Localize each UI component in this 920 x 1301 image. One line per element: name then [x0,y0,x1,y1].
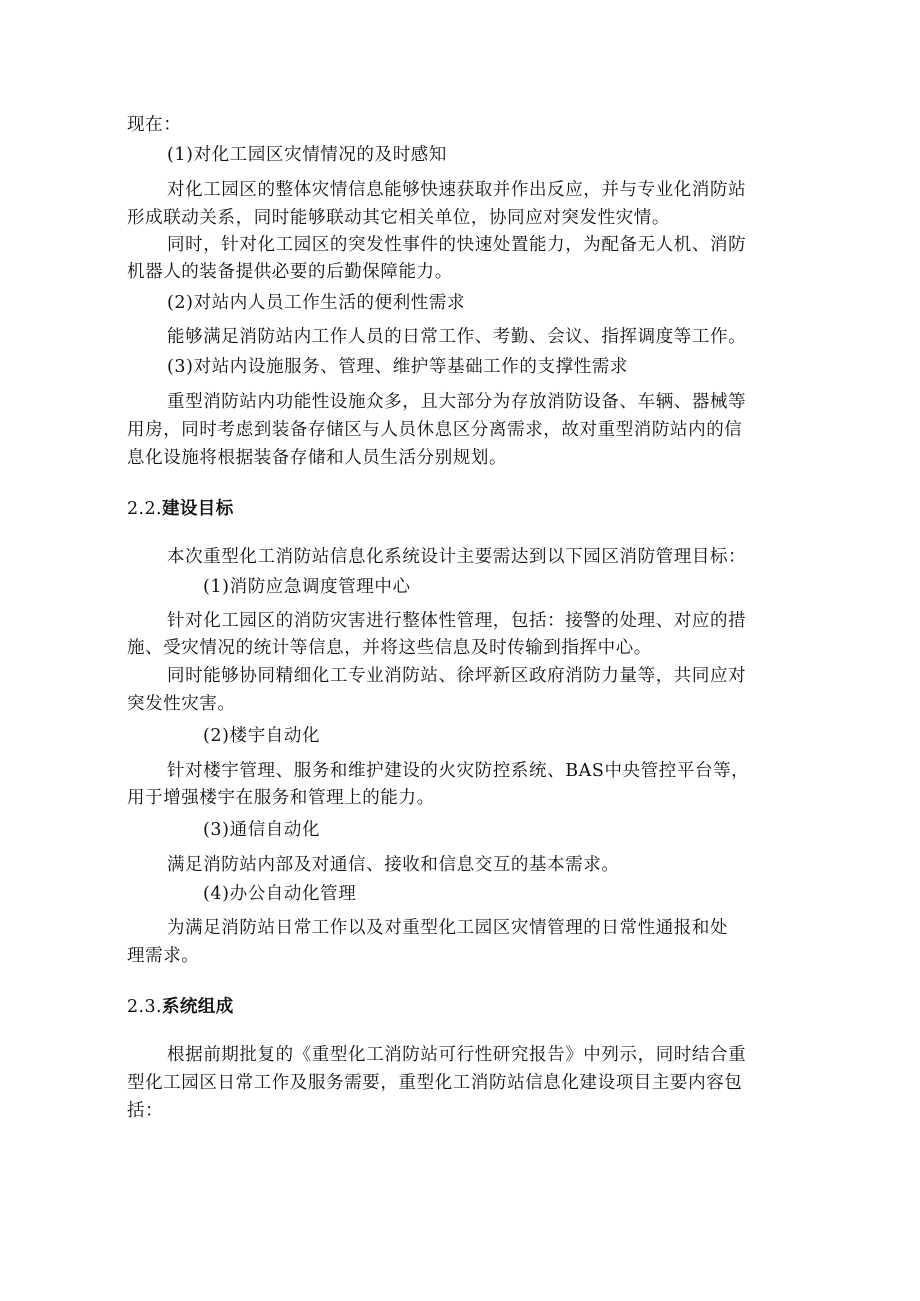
goal-1-paragraph: 突发性灾害。 [127,694,236,714]
need-item-3-paragraph: 息化设施将根据装备存储和人员生活分别规划。 [127,448,508,468]
goal-3-title: (3)通信自动化 [203,820,321,840]
section-heading-2-2 [127,497,234,521]
need-item-3-paragraph: 重型消防站内功能性设施众多，且大部分为存放消防设备、车辆、器械等 [167,392,747,412]
need-item-1-paragraph: 对化工园区的整体灾情信息能够快速获取并作出反应，并与专业化消防站 [167,180,747,200]
need-item-1-paragraph: 同时，针对化工园区的突发性事件的快速处置能力，为配备无人机、消防 [167,235,747,255]
system-composition-paragraph: 型化工园区日常工作及服务需要，重型化工消防站信息化建设项目主要内容包 [127,1073,743,1093]
goal-4-paragraph: 为满足消防站日常工作以及对重型化工园区灾情管理的日常性通报和处 [167,918,729,938]
need-item-1-paragraph: 形成联动关系，同时能够联动其它相关单位，协同应对突发性灾情。 [127,208,670,228]
goal-1-paragraph: 针对化工园区的消防灾害进行整体性管理，包括：接警的处理、对应的措 [167,611,747,631]
goal-1-paragraph: 同时能够协同精细化工专业消防站、徐坪新区政府消防力量等，共同应对 [167,666,747,686]
section-number: 2.3. [127,997,162,1017]
goal-1-title: (1)消防应急调度管理中心 [203,577,411,597]
system-composition-paragraph: 根据前期批复的《重型化工消防站可行性研究报告》中列示，同时结合重 [167,1045,747,1065]
goals-intro: 本次重型化工消防站信息化系统设计主要需达到以下园区消防管理目标： [167,547,747,567]
section-title: 建设目标 [162,499,234,519]
goal-2-title: (2)楼宇自动化 [203,726,321,746]
need-item-1-paragraph: 机器人的装备提供必要的后勤保障能力。 [127,262,453,282]
goal-4-paragraph: 理需求。 [127,946,200,966]
goal-2-paragraph: 针对楼宇管理、服务和维护建设的火灾防控系统、BAS中央管控平台等， [167,761,750,781]
section-number: 2.2. [127,499,162,519]
need-item-1-title: (1)对化工园区灾情情况的及时感知 [167,145,447,165]
need-item-2-title: (2)对站内人员工作生活的便利性需求 [167,293,466,313]
need-item-3-title: (3)对站内设施服务、管理、维护等基础工作的支撑性需求 [167,357,628,377]
goal-1-paragraph: 施、受灾情况的统计等信息，并将这些信息及时传输到指挥中心。 [127,638,652,658]
section-heading-2-3 [127,995,234,1019]
goal-2-paragraph: 用于增强楼宇在服务和管理上的能力。 [127,788,435,808]
system-composition-paragraph: 括： [127,1101,164,1121]
goal-4-title: (4)办公自动化管理 [203,884,357,904]
section-title: 系统组成 [162,997,234,1017]
intro-label: 现在： [127,115,182,135]
need-item-3-paragraph: 用房，同时考虑到装备存储区与人员休息区分离需求，故对重型消防站内的信 [127,420,743,440]
need-item-2-paragraph: 能够满足消防站内工作人员的日常工作、考勤、会议、指挥调度等工作。 [167,327,747,347]
goal-3-paragraph: 满足消防站内部及对通信、接收和信息交互的基本需求。 [167,855,620,875]
